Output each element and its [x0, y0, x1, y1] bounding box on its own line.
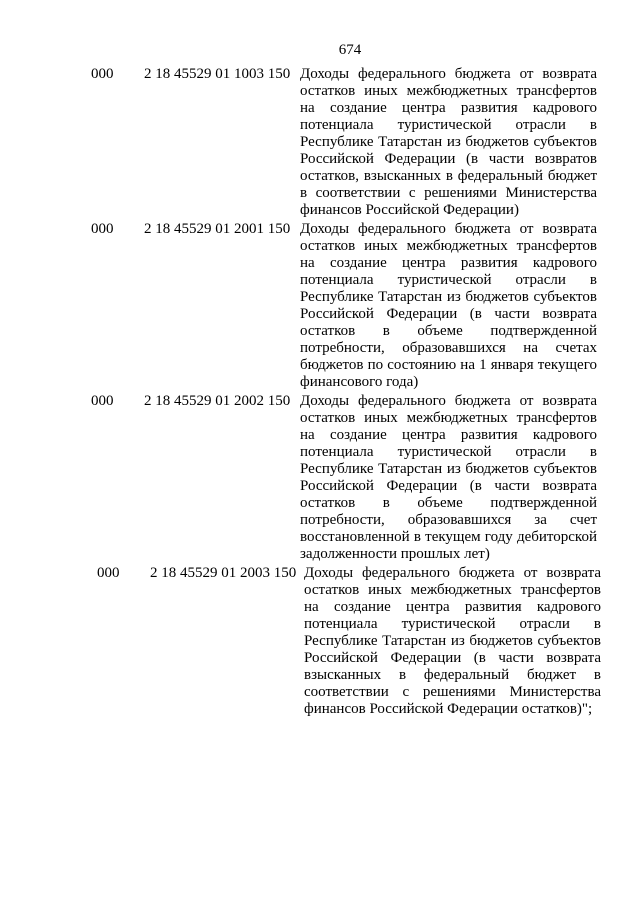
table-row	[0, 66, 640, 219]
income-description: Доходы федерального бюджета от возврата остатков иных межбюджетных трансфертов на создание центра развития кадрового потенциала туристической отрасли в Республике Татарстан из бюджетов субъектов Российской Федерации (в части возвратов остатков, взысканных в федеральный бюджет в соответствии с решениями Министерства финансов Российской Федерации)	[300, 66, 597, 218]
admin-code: 000	[91, 66, 114, 82]
table-row	[0, 565, 640, 718]
table-row	[0, 221, 640, 391]
income-code: 2 18 45529 01 2002 150	[144, 393, 291, 409]
income-description: Доходы федерального бюджета от возврата остатков иных межбюджетных трансфертов на создание центра развития кадрового потенциала туристической отрасли в Республике Татарстан из бюджетов субъектов Российской Федерации (в части возврата взысканных в федеральный бюджет в соответствии с решениями Министерства финансов Российской Федерации остатков)";	[304, 565, 601, 717]
admin-code: 000	[91, 393, 114, 409]
admin-code: 000	[97, 565, 120, 581]
income-code: 2 18 45529 01 2003 150	[150, 565, 297, 581]
page-number: 674	[338, 42, 362, 58]
table-row	[0, 393, 640, 563]
income-description: Доходы федерального бюджета от возврата остатков иных межбюджетных трансфертов на создание центра развития кадрового потенциала туристической отрасли в Республике Татарстан из бюджетов субъектов Российской Федерации (в части возврата остатков в объеме подтвержденной потребности, образовавшихся за счет восстановленной в текущем году дебиторской задолженности прошлых лет)	[300, 393, 597, 562]
income-code: 2 18 45529 01 2001 150	[144, 221, 291, 237]
income-description: Доходы федерального бюджета от возврата остатков иных межбюджетных трансфертов на создание центра развития кадрового потенциала туристической отрасли в Республике Татарстан из бюджетов субъектов Российской Федерации (в части возврата остатков в объеме подтвержденной потребности, образовавшихся на счетах бюджетов по состоянию на 1 января текущего финансового года)	[300, 221, 597, 390]
income-code: 2 18 45529 01 1003 150	[144, 66, 291, 82]
income-codes-table	[0, 66, 640, 718]
admin-code: 000	[91, 221, 114, 237]
